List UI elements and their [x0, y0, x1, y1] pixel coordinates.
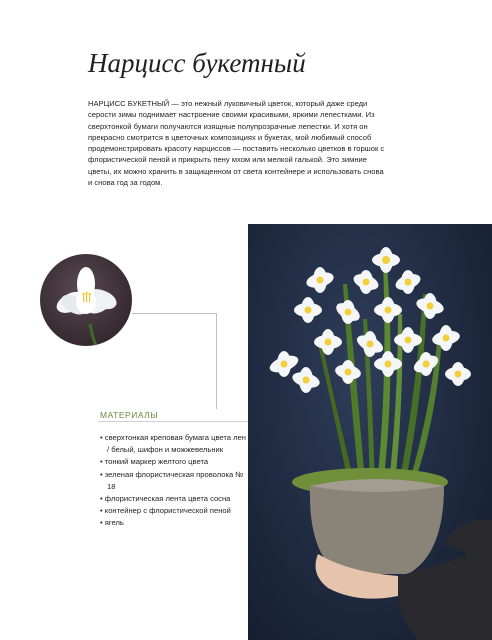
- intro-text: НАРЦИСС БУКЕТНЫЙ — это нежный луковичный цветок, который даже среди серости зимы поднимает настроение своими красивыми, яркими лепестками. Из сверхтонкой бумаги получаются изящные полупрозрачные лепестки. И хотя он прекрасно смотрится в цветочных композициях и букетах, мой любимый способ продемонстрировать красоту нарциссов — поставить несколько цветков в горшок с флористической пеной и прикрыть пену мхом или мелкой галькой. Это зимние цветы, их можно хранить в защищенном от света контейнере и использовать снова и снова год за годом.: [88, 99, 385, 188]
- bouquet-illustration: [248, 224, 492, 640]
- callout-line-horizontal: [132, 313, 216, 314]
- materials-heading: МАТЕРИАЛЫ: [100, 410, 162, 420]
- page-title: Нарцисс букетный: [88, 48, 306, 78]
- materials-item: • ягель: [100, 517, 250, 529]
- flower-detail-illustration: [40, 254, 132, 346]
- flower-detail-photo: [40, 254, 132, 346]
- materials-list: [100, 432, 250, 530]
- materials-divider: [98, 421, 248, 422]
- materials-item: • тонкий маркер желтого цвета: [100, 456, 250, 468]
- materials-item: • флористическая лента цвета сосна: [100, 493, 250, 505]
- materials-item: • контейнер с флористической пеной: [100, 505, 250, 517]
- callout-line-vertical: [216, 313, 217, 409]
- materials-item: • зеленая флористическая проволока № 18: [100, 469, 250, 493]
- intro-paragraph: [88, 98, 388, 188]
- materials-item: • сверхтонкая креповая бумага цвета лен / белый, шифон и можжевельник: [100, 432, 250, 456]
- bouquet-photo: [248, 224, 492, 640]
